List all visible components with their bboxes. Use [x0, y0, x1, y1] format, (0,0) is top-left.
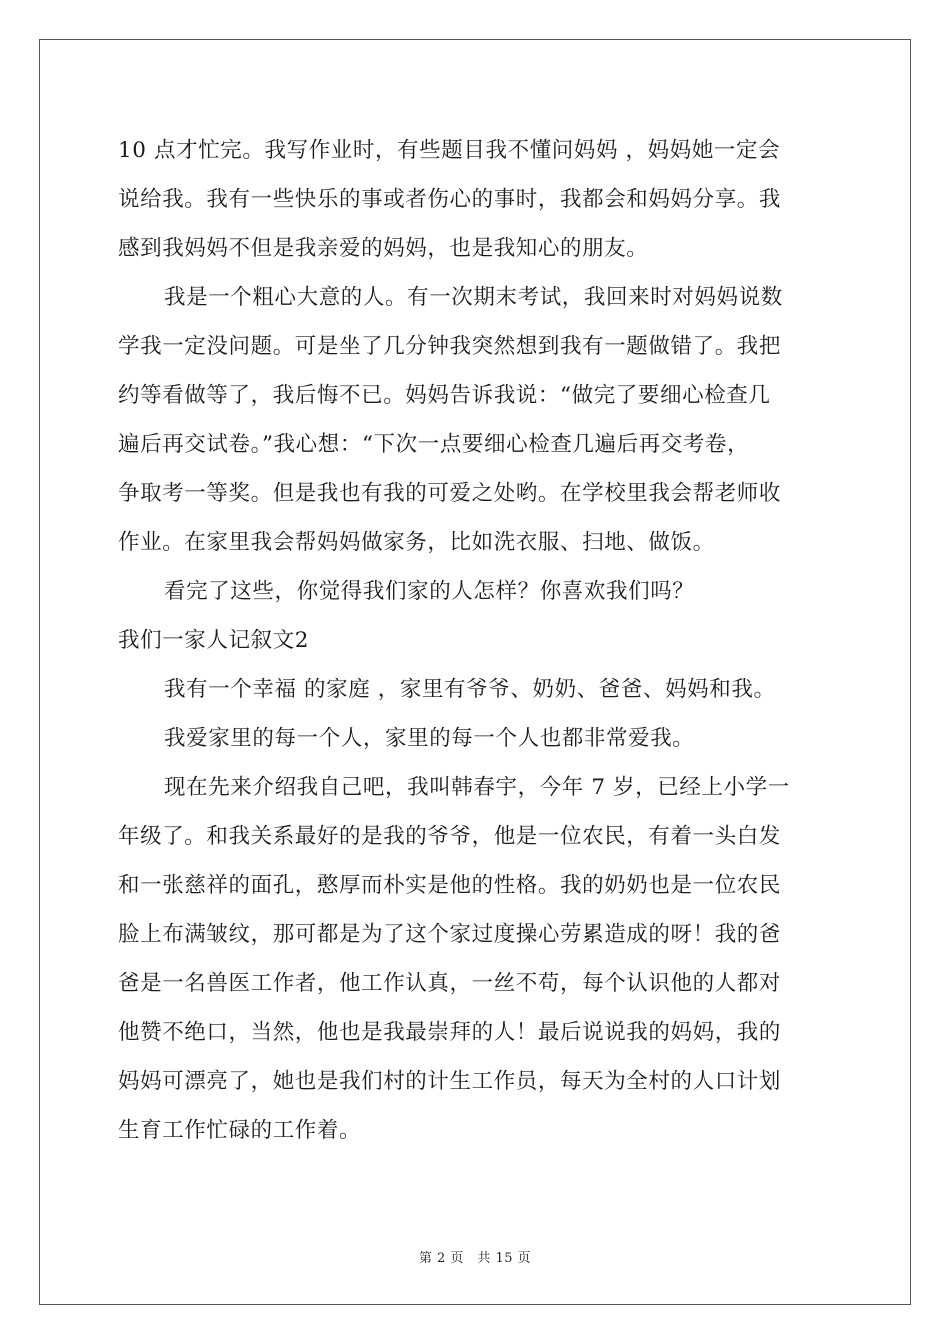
text-line: 年级了。和我关系最好的是我的爷爷，他是一位农民，有着一头白发: [118, 824, 782, 849]
text-line: 遍后再交试卷。”我心想：“下次一点要细心检查几遍后再交考卷，: [118, 432, 750, 457]
paragraph-first-line: 看完了这些，你觉得我们家的人怎样？你喜欢我们吗？: [164, 579, 695, 604]
text-line: 感到我妈妈不但是我亲爱的妈妈，也是我知心的朋友。: [118, 236, 649, 261]
text-line: 说给我。我有一些快乐的事或者伤心的事时，我都会和妈妈分享。我: [118, 187, 782, 212]
paragraph-first-line: 我爱家里的每一个人，家里的每一个人也都非常爱我。: [164, 726, 695, 751]
text-line: 作业。在家里我会帮妈妈做家务，比如洗衣服、扫地、做饭。: [118, 530, 715, 555]
text-line: 约等看做等了，我后悔不已。妈妈告诉我说：“做完了要细心检查几: [118, 383, 771, 408]
text-line: 妈妈可漂亮了，她也是我们村的计生工作员，每天为全村的人口计划: [118, 1069, 782, 1094]
document-body: [118, 126, 834, 1155]
text-line: 10 点才忙完。我写作业时，有些题目我不懂问妈妈 ，妈妈她一定会: [118, 138, 781, 163]
paragraph-first-line: 我有一个幸福 的家庭 ，家里有爷爷、奶奶、爸爸、妈妈和我。: [164, 677, 776, 702]
section-title: 我们一家人记叙文2: [118, 628, 310, 653]
paragraph-first-line: 我是一个粗心大意的人。有一次期末考试，我回来时对妈妈说数: [164, 285, 783, 310]
text-line: 和一张慈祥的面孔，憨厚而朴实是他的性格。我的奶奶也是一位农民: [118, 873, 782, 898]
paragraph-first-line: 现在先来介绍我自己吧，我叫韩春宇，今年 7 岁，已经上小学一: [164, 775, 790, 800]
text-line: 他赞不绝口，当然，他也是我最崇拜的人！最后说说我的妈妈，我的: [118, 1020, 782, 1045]
text-line: 生育工作忙碌的工作着。: [118, 1118, 362, 1143]
text-line: 脸上布满皱纹，那可都是为了这个家过度操心劳累造成的呀！我的爸: [118, 922, 782, 947]
page-number-footer: 第 2 页 共 15 页: [418, 1251, 532, 1266]
text-line: 争取考一等奖。但是我也有我的可爱之处哟。在学校里我会帮老师收: [118, 481, 782, 506]
text-line: 学我一定没问题。可是坐了几分钟我突然想到我有一题做错了。我把: [118, 334, 782, 359]
text-line: 爸是一名兽医工作者，他工作认真，一丝不苟，每个认识他的人都对: [118, 971, 782, 996]
